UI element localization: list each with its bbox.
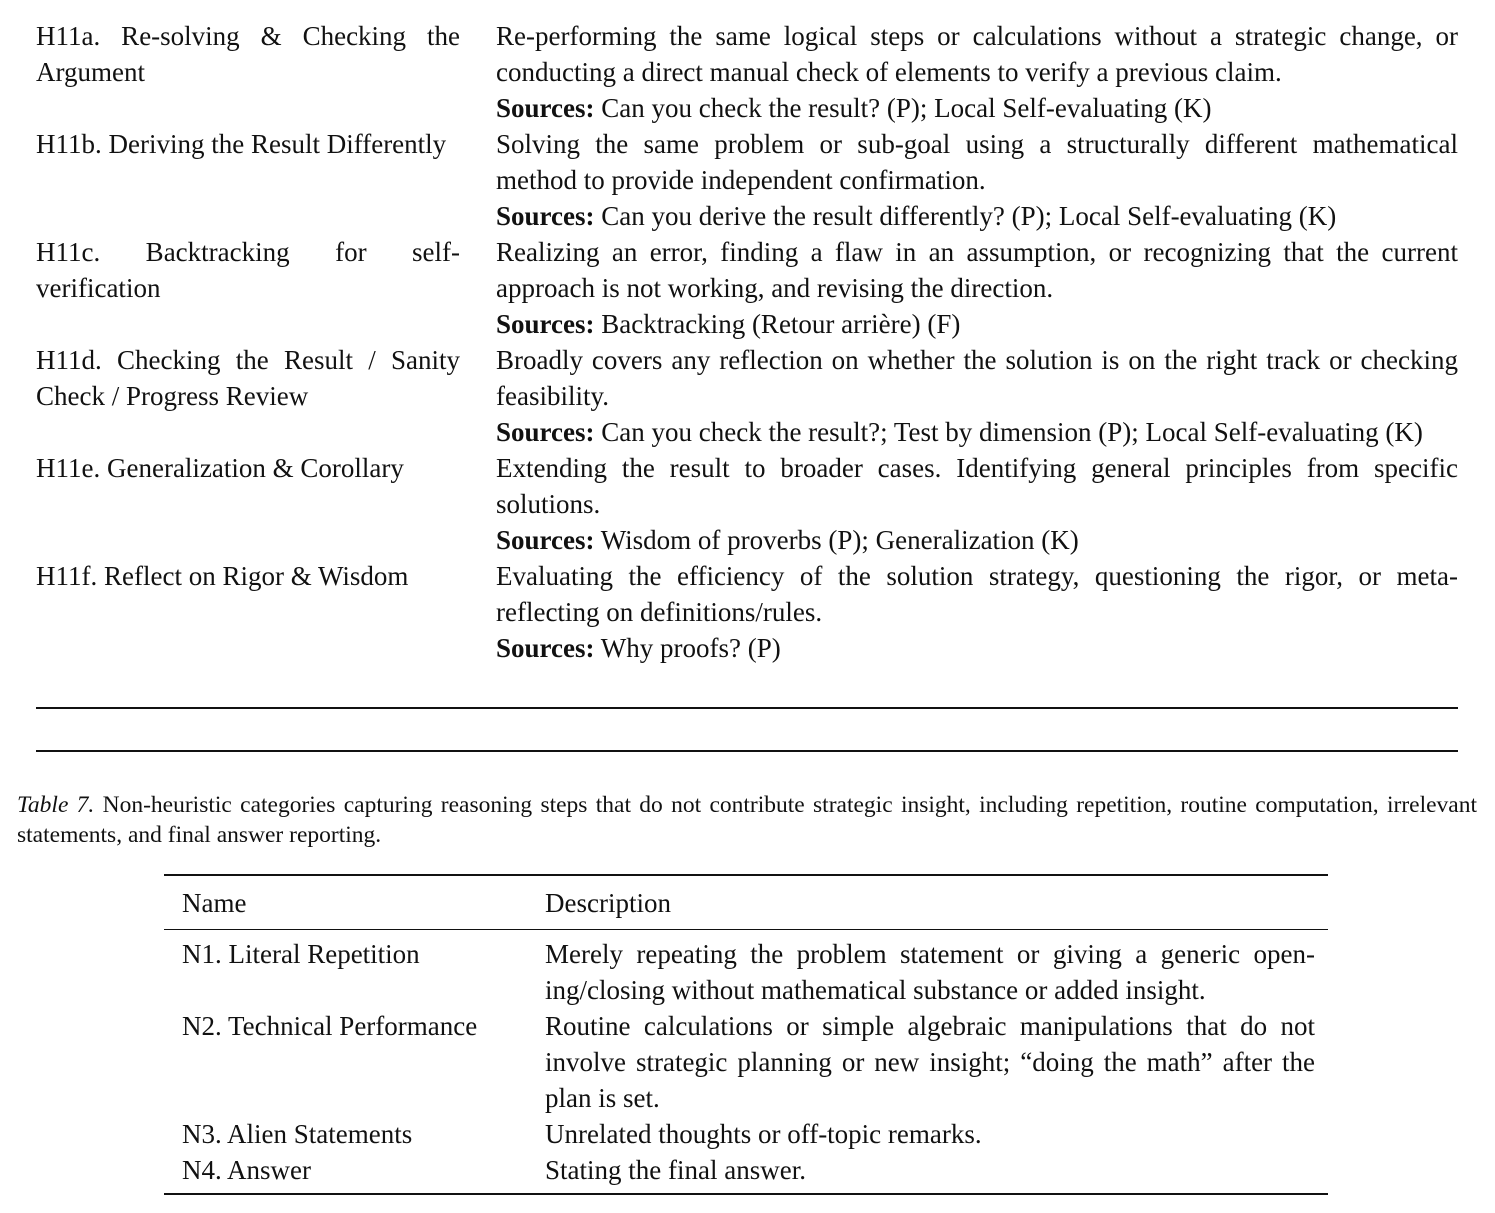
sources-label: Sources:	[496, 201, 595, 231]
table-header-row	[164, 876, 1328, 929]
sources-label: Sources:	[496, 309, 595, 339]
table-caption	[17, 790, 1477, 850]
table-row	[36, 126, 1458, 234]
category-description: Merely repeating the problem statement or giving a generic opening/closing without mathematical substance or added insight.	[545, 939, 1315, 1005]
heuristic-description: Realizing an error, finding a flaw in an assumption, or recognizing that the current approach is not working, and revising the direction.	[496, 237, 1458, 303]
table-row	[164, 1008, 1328, 1116]
category-description: Routine calculations or simple algebraic manipulations that do not involve strategic planning or new insight; “doing the math” after the plan is set.	[545, 1011, 1315, 1113]
sources-label: Sources:	[496, 525, 595, 555]
heuristic-description-cell	[496, 342, 1458, 450]
heuristic-sources	[496, 306, 1458, 342]
heuristics-table-continuation	[36, 18, 1458, 666]
heuristic-sources	[496, 90, 1458, 126]
table-bottom-rule	[36, 707, 1458, 709]
column-header-description: Description	[545, 888, 671, 918]
sources-text: Wisdom of proverbs (P); Generalization (K)	[600, 525, 1079, 555]
heuristic-sources	[496, 522, 1458, 558]
heuristic-name: H11e. Generalization & Corollary	[36, 453, 404, 483]
heuristic-name: H11d. Checking the Result / Sanity Check / Progress Review	[36, 345, 460, 411]
table-row	[36, 450, 1458, 558]
heuristic-description-cell	[496, 558, 1458, 666]
sources-label: Sources:	[496, 417, 595, 447]
caption-text: Non-heuristic categories capturing reasoning steps that do not contribute strategic insight, including repetition, routine computation, irrelevant statements, and final answer reporting.	[17, 792, 1477, 848]
heuristic-description: Re-performing the same logical steps or calculations without a strategic change, or conducting a direct manual check of elements to verify a previous claim.	[496, 21, 1458, 87]
heuristic-description: Broadly covers any reflection on whether the solution is on the right track or checking feasibility.	[496, 345, 1458, 411]
sources-text: Can you derive the result differently? (P); Local Self-evaluating (K)	[601, 201, 1337, 231]
table-row	[36, 18, 1458, 126]
column-header-name: Name	[182, 888, 247, 918]
heuristic-sources	[496, 414, 1458, 450]
category-name: N3. Alien Statements	[182, 1119, 413, 1149]
sources-text: Backtracking (Retour arrière) (F)	[601, 309, 961, 339]
heuristic-description-cell	[496, 126, 1458, 234]
heuristic-name: H11a. Re-solving & Checking the Argument	[36, 21, 460, 87]
heuristic-name: H11c. Backtracking for self-verification	[36, 237, 460, 303]
heuristic-description: Solving the same problem or sub-goal using a structurally different mathematical method to provide independent confirmation.	[496, 129, 1458, 195]
table-row	[36, 342, 1458, 450]
heuristic-sources	[496, 630, 1458, 666]
table-row	[36, 234, 1458, 342]
category-name: N4. Answer	[182, 1155, 311, 1185]
heuristic-description: Extending the result to broader cases. Identifying general principles from specific solutions.	[496, 453, 1458, 519]
heuristic-description: Evaluating the efficiency of the solution strategy, questioning the rigor, or meta-reflecting on definitions/rules.	[496, 561, 1458, 627]
table-row	[164, 936, 1328, 1008]
caption-label: Table 7.	[17, 792, 95, 818]
section-divider-rule	[36, 750, 1458, 752]
heuristic-description-cell	[496, 18, 1458, 126]
table-row	[164, 1116, 1328, 1152]
table-body	[164, 930, 1328, 1193]
sources-text: Can you check the result?; Test by dimension (P); Local Self-evaluating (K)	[601, 417, 1423, 447]
sources-text: Can you check the result? (P); Local Self-evaluating (K)	[601, 93, 1212, 123]
table-row	[36, 558, 1458, 666]
sources-text: Why proofs? (P)	[600, 633, 781, 663]
heuristic-name: H11b. Deriving the Result Differently	[36, 129, 447, 159]
table-row	[164, 1152, 1328, 1188]
category-name: N2. Technical Performance	[182, 1011, 478, 1041]
table-bottom-rule	[164, 1193, 1328, 1195]
sources-label: Sources:	[496, 93, 595, 123]
non-heuristic-table	[164, 874, 1328, 1195]
sources-label: Sources:	[496, 633, 595, 663]
heuristic-description-cell	[496, 450, 1458, 558]
category-description: Stating the final answer.	[545, 1155, 806, 1185]
heuristic-sources	[496, 198, 1458, 234]
heuristic-description-cell	[496, 234, 1458, 342]
category-description: Unrelated thoughts or off-topic remarks.	[545, 1119, 982, 1149]
heuristic-name: H11f. Reflect on Rigor & Wisdom	[36, 561, 409, 591]
category-name: N1. Literal Repetition	[182, 939, 420, 969]
